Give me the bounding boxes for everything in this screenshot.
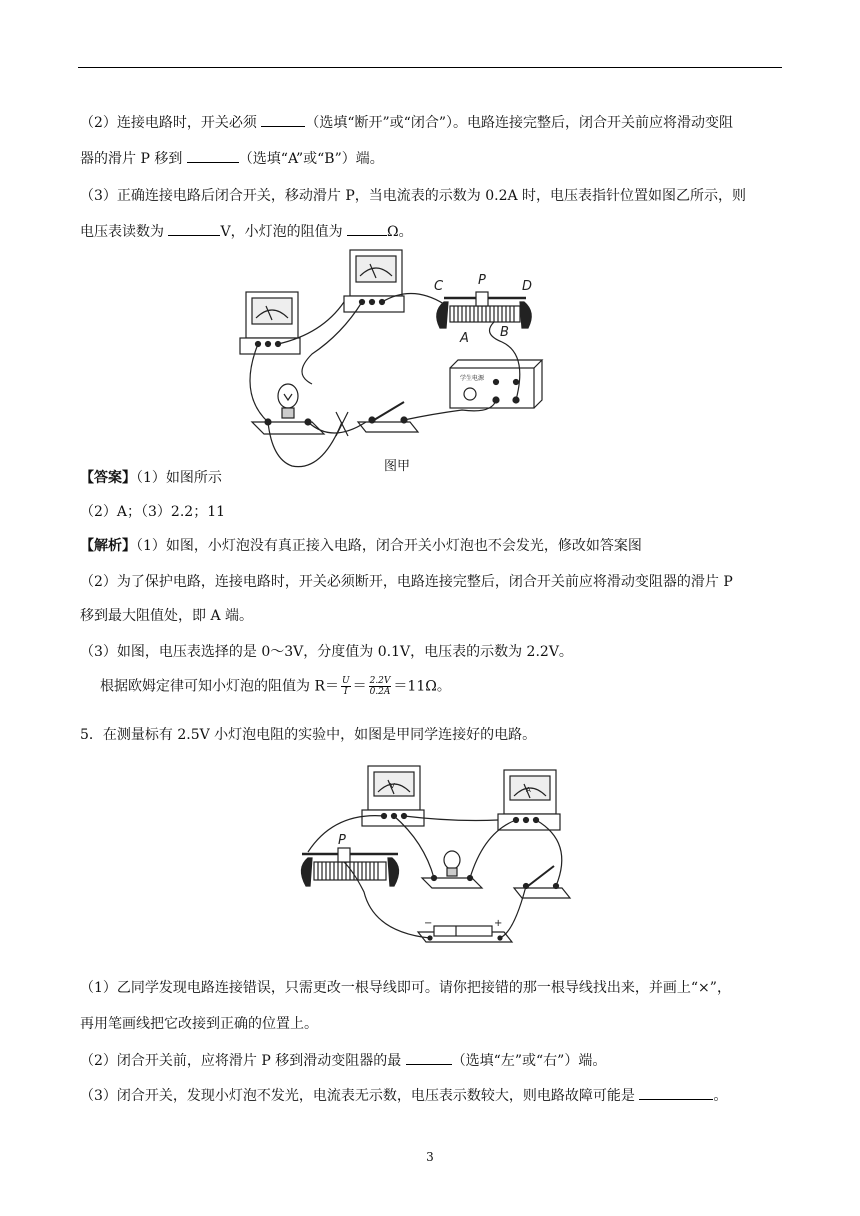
answer-blank[interactable] [261,112,305,127]
label-d: D [522,279,533,294]
q4-part3-text-d: Ω。 [387,224,413,240]
circuit-figure-jia [232,244,552,476]
fraction-denominator: I [344,687,348,697]
q5-part2-text-b: （选填“左”或“右”）端。 [451,1053,607,1069]
q5-part3-text-b: 。 [713,1088,728,1104]
answer-blank[interactable] [187,148,239,163]
q5-part3-text-a: （3）闭合开关，发现小灯泡不发光，电流表无示数，电压表示数较大，则电路故障可能是 [80,1088,640,1104]
power-label: 学生电源 [460,375,485,382]
q5-part1-line2: 再用笔画线把它改接到正确的位置上。 [80,1016,318,1032]
ammeter-label: A [526,786,531,794]
header-rule [78,67,782,68]
plus-label: + [494,918,503,929]
q5-stem: 5．在测量标有 2.5V 小灯泡电阻的实验中，如图是甲同学连接好的电路。 [80,727,537,743]
fraction-numerator: U [342,676,350,686]
q5-part2-text-a: （2）闭合开关前，应将滑片 P 移到滑动变阻器的最 [80,1053,406,1069]
rheostat-icon [301,848,398,886]
minus-label: − [424,918,433,929]
analysis-text-1: （1）如图，小灯泡没有真正接入电路，闭合开关小灯泡也不会发光，修改如答案图 [136,538,642,554]
fraction-u-over-i [341,676,351,697]
label-p: P [338,833,346,848]
circuit-figure-q5 [294,762,578,956]
ohm-text: 根据欧姆定律可知小灯泡的阻值为 R＝ [100,678,339,695]
q4-part3-line2 [80,221,413,242]
answer-blank[interactable] [639,1085,713,1100]
q4-part2-line1 [80,112,733,133]
ammeter-icon [498,770,560,830]
voltmeter-icon [240,292,300,354]
label-b: B [500,325,509,340]
rheostat-icon [437,292,531,328]
answer-blank[interactable] [347,221,387,236]
q5-part1-line1: （1）乙同学发现电路连接错误，只需更改一根导线即可。请你把接错的那一根导线找出来，并画上“×”， [80,980,731,996]
q4-part2-line2 [80,148,384,169]
q4-part3-text-c: V，小灯泡的阻值为 [220,224,348,240]
ammeter-icon [344,250,404,312]
analysis-line2: （2）为了保护电路，连接电路时，开关必须断开，电路连接完整后，闭合开关前应将滑动变阻器的滑片 P [80,574,733,590]
label-c: C [434,279,444,294]
analysis-line1 [80,536,642,556]
answer-blank[interactable] [168,221,220,236]
q4-part2-text-c: 器的滑片 P 移到 [80,151,187,167]
analysis-tag: 【解析】 [80,538,136,554]
q5-part2-line [80,1050,606,1071]
label-a: A [460,331,469,346]
equals-sign: ＝ [352,678,367,695]
fraction-values [369,676,392,697]
figure-caption: 图甲 [384,459,411,474]
q4-part3-text-b: 电压表读数为 [80,224,169,240]
answer-blank[interactable] [406,1050,452,1065]
label-p: P [478,273,486,288]
answer-tag: 【答案】 [80,470,136,486]
q4-part3-line1: （3）正确连接电路后闭合开关，移动滑片 P，当电流表的示数为 0.2A 时，电压表指针位置如图乙所示，则 [80,188,747,204]
switch-icon [358,402,418,432]
voltmeter-label: V [390,782,395,790]
answer-line1 [80,468,222,488]
analysis-line3: 移到最大阻值处，即 A 端。 [80,608,254,624]
ohm-result: ＝11Ω。 [393,678,451,695]
switch-icon [514,866,570,898]
q4-part2-text-d: （选填“A”或“B”）端。 [238,151,384,167]
fraction-denominator: 0.2A [369,687,391,697]
q4-part2-text-b: （选填“断开”或“闭合”）。电路连接完整后，闭合开关前应将滑动变阻 [305,115,733,131]
analysis-line4: （3）如图，电压表选择的是 0～3V，分度值为 0.1V，电压表的示数为 2.2V。 [80,644,573,660]
q5-part3-line [80,1085,727,1106]
fraction-numerator: 2.2V [369,676,391,686]
q4-part2-text-a: （2）连接电路时，开关必须 [80,115,262,131]
answer-text-1: （1）如图所示 [136,470,222,486]
page-number: 3 [426,1150,434,1164]
answer-line2: （2）A；（3）2.2；11 [80,504,226,520]
ohm-formula-line [100,676,451,697]
